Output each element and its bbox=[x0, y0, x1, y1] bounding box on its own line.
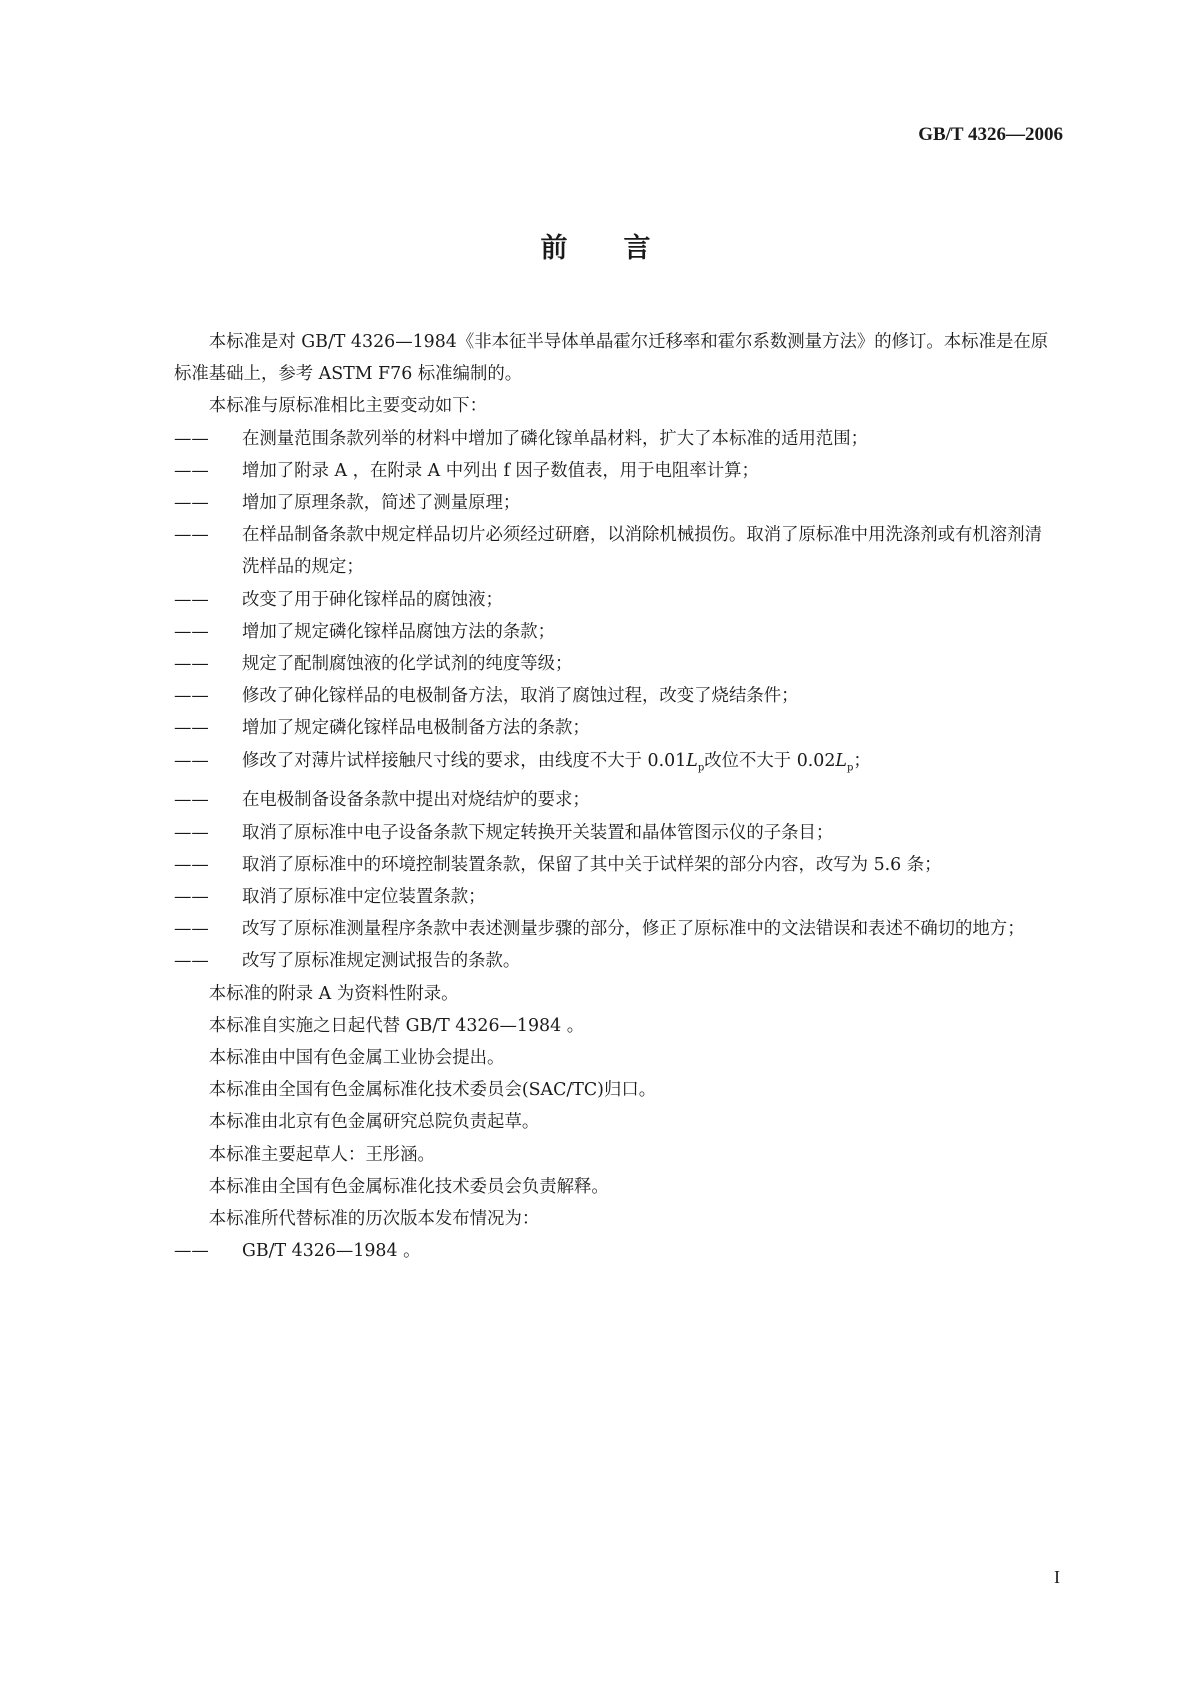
variable-L: L bbox=[835, 750, 847, 771]
change-item-contact-size: —— 修改了对薄片试样接触尺寸线的要求，由线度不大于 $0.01L_p$改位不大于 $0.02L_p$； bbox=[174, 745, 1056, 785]
variable-L: L bbox=[686, 750, 698, 771]
dash-mark: —— bbox=[174, 718, 209, 739]
change-item: —— 增加了附录 A ，在附录 A 中列出 f 因子数值表，用于电阻率计算； bbox=[174, 455, 1056, 487]
change-item: —— 取消了原标准中定位装置条款； bbox=[174, 881, 1056, 913]
dash-mark: —— bbox=[174, 460, 209, 481]
dash-mark: —— bbox=[174, 428, 209, 449]
subscript-p: p bbox=[697, 762, 705, 774]
closing-paragraph: 本标准所代替标准的历次版本发布情况为： bbox=[208, 1208, 540, 1229]
foreword-body bbox=[174, 326, 1056, 1267]
dash-mark: —— bbox=[174, 589, 209, 610]
change-item: —— 修改了砷化镓样品的电极制备方法，取消了腐蚀过程，改变了烧结条件； bbox=[174, 680, 1056, 712]
dash-mark: —— bbox=[174, 822, 209, 843]
closing-paragraph: 本标准主要起草人：王彤涵。 bbox=[208, 1144, 435, 1165]
closing-paragraph: 本标准由全国有色金属标准化技术委员会(SAC/TC)归口。 bbox=[208, 1080, 657, 1101]
change-item: —— 增加了规定磷化镓样品腐蚀方法的条款； bbox=[174, 616, 1056, 648]
change-item: —— 改写了原标准测量程序条款中表述测量步骤的部分，修正了原标准中的文法错误和表述不确切的地方； bbox=[174, 913, 1056, 945]
dash-mark: —— bbox=[174, 621, 209, 642]
dash-mark: —— bbox=[174, 493, 209, 514]
change-item: —— 改变了用于砷化镓样品的腐蚀液； bbox=[174, 584, 1056, 616]
change-item: —— 取消了原标准中电子设备条款下规定转换开关装置和晶体管图示仪的子条目； bbox=[174, 817, 1056, 849]
dash-mark: —— bbox=[174, 750, 209, 771]
dash-mark: —— bbox=[174, 886, 209, 907]
closing-paragraph: 本标准由中国有色金属工业协会提出。 bbox=[208, 1047, 505, 1068]
dash-mark: —— bbox=[174, 854, 209, 875]
change-item: —— 改写了原标准规定测试报告的条款。 bbox=[174, 945, 1056, 977]
dash-mark: —— bbox=[174, 525, 209, 546]
document-number: GB/T 4326—2006 bbox=[918, 124, 1063, 145]
changes-intro: 本标准与原标准相比主要变动如下： bbox=[208, 396, 488, 417]
dash-mark: —— bbox=[174, 790, 209, 811]
change-item: —— 增加了原理条款，简述了测量原理； bbox=[174, 487, 1056, 519]
dash-mark: —— bbox=[174, 919, 209, 940]
closing-paragraph: 本标准由全国有色金属标准化技术委员会负责解释。 bbox=[208, 1176, 609, 1197]
closing-paragraph: 本标准自实施之日起代替 GB/T 4326—1984 。 bbox=[208, 1015, 585, 1036]
page-title: 前言 bbox=[540, 233, 707, 264]
closing-paragraph: 本标准由北京有色金属研究总院负责起草。 bbox=[208, 1112, 540, 1133]
dash-mark: —— bbox=[174, 686, 209, 707]
change-item: —— 增加了规定磷化镓样品电极制备方法的条款； bbox=[174, 712, 1056, 744]
change-item: —— 在电极制备设备条款中提出对烧结炉的要求； bbox=[174, 784, 1056, 816]
change-item: —— 在样品制备条款中规定样品切片必须经过研磨，以消除机械损伤。取消了原标准中用洗涤剂或有机溶剂清洗样品的规定； bbox=[174, 519, 1056, 583]
closing-paragraph: 本标准的附录 A 为资料性附录。 bbox=[208, 983, 459, 1004]
subscript-p: p bbox=[846, 762, 854, 774]
history-item: —— GB/T 4326—1984 。 bbox=[174, 1235, 1056, 1267]
page-number: I bbox=[1054, 1567, 1060, 1587]
change-item: —— 在测量范围条款列举的材料中增加了磷化镓单晶材料，扩大了本标准的适用范围； bbox=[174, 423, 1056, 455]
dash-mark: —— bbox=[174, 654, 209, 675]
dash-mark: —— bbox=[174, 1241, 209, 1262]
change-item: —— 取消了原标准中的环境控制装置条款，保留了其中关于试样架的部分内容，改写为 5.6 条； bbox=[174, 849, 1056, 881]
change-item: —— 规定了配制腐蚀液的化学试剂的纯度等级； bbox=[174, 648, 1056, 680]
intro-paragraph: 本标准是对 GB/T 4326—1984《非本征半导体单晶霍尔迁移率和霍尔系数测量方法》的修订。本标准是在原标准基础上，参考 ASTM F76 标准编制的。 bbox=[174, 332, 1049, 385]
dash-mark: —— bbox=[174, 951, 209, 972]
